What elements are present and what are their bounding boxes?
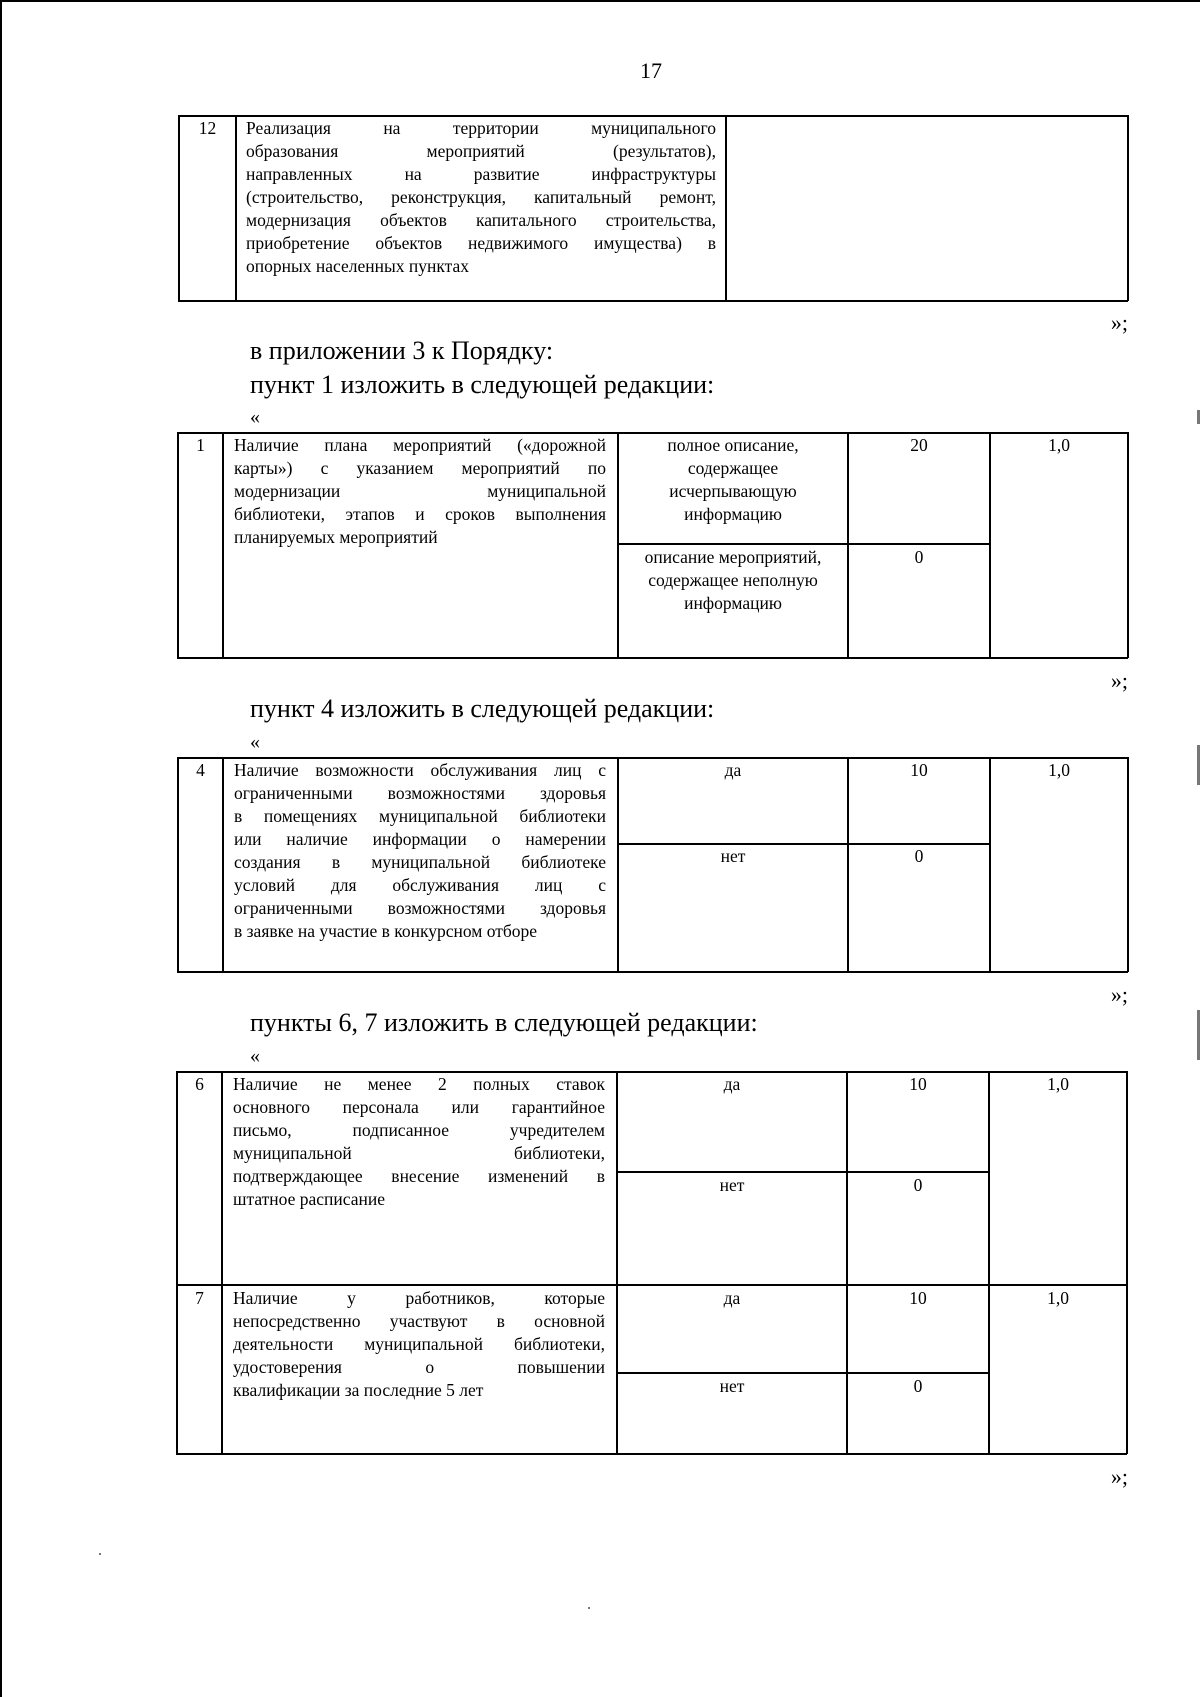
row-number: 7: [195, 1288, 204, 1308]
closing-quote: »;: [1110, 310, 1128, 335]
description-line: карты») с указанием мероприятий по: [234, 458, 606, 478]
description-line: модернизации муниципальной: [234, 481, 606, 501]
description-line: направленных на развитие инфраструктуры: [246, 164, 716, 184]
scan-border-left: [0, 0, 2, 1697]
weight-cell: 1,0: [1048, 760, 1070, 780]
description-line: приобретение объектов недвижимого имущества) в: [246, 233, 716, 253]
description-line: Наличие не менее 2 полных ставок: [233, 1074, 605, 1094]
description-line: штатное расписание: [233, 1189, 386, 1209]
scan-artifact: [588, 1607, 590, 1609]
opening-quote: «: [250, 731, 260, 753]
opening-quote: «: [250, 406, 260, 428]
criterion-cell: полное описание, содержащее исчерпывающую информацию: [667, 435, 799, 524]
criterion-cell: нет: [720, 846, 746, 866]
criterion-cell: нет: [719, 1376, 745, 1396]
score-cell: 10: [909, 1074, 927, 1094]
description-line: ограниченными возможностями здоровья: [234, 783, 606, 803]
row-description: [233, 1073, 605, 1211]
row-number: 12: [198, 118, 217, 138]
description-line: ограниченными возможностями здоровья: [234, 898, 606, 918]
weight-cell: 1,0: [1048, 435, 1070, 455]
description-line: образования мероприятий (результатов),: [246, 141, 716, 161]
score-cell: 0: [914, 547, 924, 567]
scan-artifact: [99, 1553, 101, 1555]
description-line: деятельности муниципальной библиотеки,: [233, 1334, 605, 1354]
closing-quote: »;: [1110, 668, 1128, 693]
row-description: [233, 1287, 605, 1402]
description-line: удостоверения о повышении: [233, 1357, 605, 1377]
weight-cell: 1,0: [1047, 1074, 1069, 1094]
row-number: 6: [195, 1074, 204, 1094]
description-line: Наличие возможности обслуживания лиц с: [234, 760, 606, 780]
description-line: письмо, подписанное учредителем: [233, 1120, 605, 1140]
criterion-cell: да: [724, 760, 742, 780]
description-line: опорных населенных пунктах: [246, 256, 469, 276]
closing-quote: »;: [1110, 982, 1128, 1007]
page-number: 17: [640, 58, 662, 83]
description-line: Реализация на территории муниципального: [246, 118, 716, 138]
section-heading: пункт 4 изложить в следующей редакции:: [250, 694, 715, 723]
score-cell: 10: [909, 1288, 927, 1308]
description-line: в заявке на участие в конкурсном отборе: [234, 921, 538, 941]
opening-quote: «: [250, 1045, 260, 1067]
description-line: непосредственно участвуют в основной: [233, 1311, 605, 1331]
description-line: (строительство, реконструкция, капитальный ремонт,: [246, 187, 716, 207]
description-line: модернизация объектов капитального строительства,: [246, 210, 716, 230]
section-heading: пункт 1 изложить в следующей редакции:: [250, 370, 715, 399]
section-heading: пункты 6, 7 изложить в следующей редакции:: [250, 1008, 758, 1037]
description-line: библиотеки, этапов и сроков выполнения: [234, 504, 606, 524]
section-heading: в приложении 3 к Порядку:: [250, 336, 554, 365]
criterion-cell: описание мероприятий, содержащее неполную информацию: [644, 547, 822, 613]
criterion-cell: да: [723, 1288, 741, 1308]
score-cell: 0: [913, 1175, 923, 1195]
criterion-cell: нет: [719, 1175, 745, 1195]
score-cell: 0: [913, 1376, 923, 1396]
row-number: 1: [196, 435, 205, 455]
row-description: [234, 759, 606, 943]
weight-cell: 1,0: [1047, 1288, 1069, 1308]
scan-border-top: [0, 0, 1200, 2]
closing-quote: »;: [1110, 1464, 1128, 1489]
score-cell: 20: [910, 435, 928, 455]
description-line: Наличие плана мероприятий («дорожной: [234, 435, 606, 455]
description-line: муниципальной библиотеки,: [233, 1143, 605, 1163]
description-line: основного персонала или гарантийное: [233, 1097, 605, 1117]
description-line: квалификации за последние 5 лет: [233, 1380, 484, 1400]
row-number: 4: [196, 760, 205, 780]
description-line: создания в муниципальной библиотеке: [234, 852, 606, 872]
description-line: условий для обслуживания лиц с: [234, 875, 606, 895]
description-line: подтверждающее внесение изменений в: [233, 1166, 605, 1186]
score-cell: 0: [914, 846, 924, 866]
row-description: [246, 117, 716, 278]
row-description: [234, 434, 606, 549]
description-line: планируемых мероприятий: [234, 527, 438, 547]
description-line: Наличие у работников, которые: [233, 1288, 605, 1308]
criterion-cell: да: [723, 1074, 741, 1094]
description-line: или наличие информации о намерении: [234, 829, 606, 849]
description-line: в помещениях муниципальной библиотеки: [234, 806, 606, 826]
score-cell: 10: [910, 760, 928, 780]
